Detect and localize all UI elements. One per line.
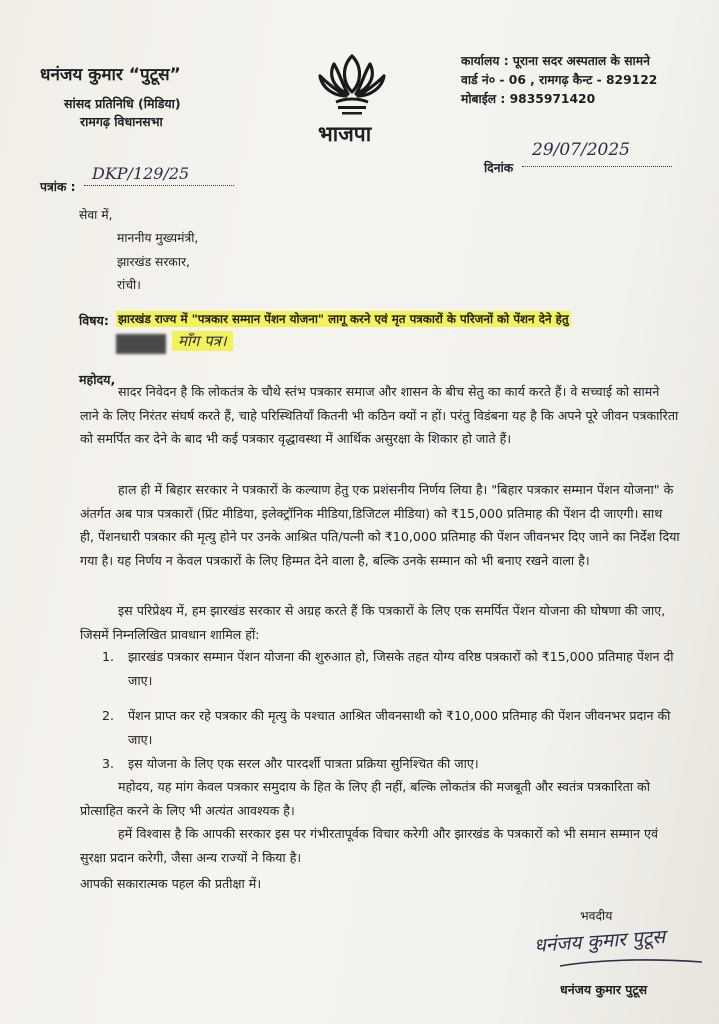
sender-constituency: रामगढ़ विधानसभा [80, 114, 163, 129]
addressee-line1: माननीय मुख्यमंत्री, [117, 231, 199, 245]
paragraph-5: हमें विश्वास है कि आपकी सरकार इस पर गंभीरतापूर्वक विचार करेगी और झारखंड के पत्रकारों को भी समान सम्मान एवं सुरक्षा प्रदान करेगी, जैसा अन्य राज्यों ने किया है। [80, 826, 658, 865]
greeting: महोदय, [79, 372, 116, 387]
salutation-seva-mein: सेवा में, [79, 208, 113, 222]
paragraph-2: हाल ही में बिहार सरकार ने पत्रकारों के कल्याण हेतु एक प्रशंसनीय निर्णय लिया है। "बिहार पत्रकार सम्मान पेंशन योजना" के अंतर्गत अब पात्र पत्रकारों (प्रिंट मीडिया, इलेक्ट्रॉनिक मीडिया,डिजिटल मीडिया) को ₹15,000 प्रतिमाह की पेंशन दी जाएगी। साथ ही, पेंशनधारी पत्रकार की मृत्यु होने पर उनके आश्रित पति/पत्नी को ₹10,000 प्रतिमाह की पेंशन जीवनभर दिए जाने का निर्देश दिया गया है। यह निर्णय न केवल पत्रकारों के लिए हिम्मत देने वाला है, बल्कि उनके सम्मान को भी बनाए रखने वाला है। [80, 482, 680, 568]
sender-name: धनंजय कुमार “पुटूस” [40, 65, 181, 85]
signature: धनंजय कुमार पुटूस [533, 925, 666, 957]
date-line [522, 140, 672, 167]
ref-value: DKP/129/25 [92, 164, 190, 183]
date-label: दिनांक [484, 161, 514, 175]
date-value: 29/07/2025 [532, 140, 630, 160]
subject-label: विषय: [79, 313, 109, 328]
party-name: भाजपा [318, 122, 372, 146]
subject-text [116, 311, 571, 327]
subject-handwritten: माँग पत्र। [172, 331, 233, 351]
office-address-line1: कार्यालय : पूराना सदर अस्पताल के सामने [461, 54, 650, 68]
office-address-line2: वार्ड नं० - 06 , रामगढ़ कैन्ट - 829122 [461, 73, 658, 87]
subject-highlight: झारखंड राज्य में "पत्रकार सम्मान पेंशन योजना" लागू करने एवं मृत पत्रकारों के परिजनों को पेंशन देने हेतु [118, 312, 569, 326]
sender-designation: सांसद प्रतिनिधि (मिडिया) [64, 96, 181, 111]
paragraph-4: महोदय, यह मांग केवल पत्रकार समुदाय के हित के लिए ही नहीं, बल्कि लोकतंत्र की मजबूती और स्वतंत्र पत्रकारिता को प्रोत्साहित करने के लिए भी अत्यंत आवश्यक है। [80, 779, 650, 818]
letter-page: धनंजय कुमार “पुटूस” सांसद प्रतिनिधि (मिडिया) रामगढ़ विधानसभा भाजपा कार्यालय : पूराना सदर अस्पताल के सामने वार्ड नं० - 06 , रामगढ़ कैन्ट - 829122 मोबाईल : 9835971420 पत्रांक : DKP/129/25 दिनांक 29/07/2025 सेवा में, माननीय मुख्यमंत्री, झारखंड सरकार, रांची। विषय: झारखंड राज्य में "पत्रकार सम्मान पेंशन योजना" लागू करने एवं मृत पत्रकारों के परिजनों को पेंशन देने हेतु माँग पत्र। महोदय, सादर निवेदन है कि लोकतंत्र के चौथे स्तंभ पत्रकार समाज और शासन के बीच सेतु का कार्य करते हैं। वे सच्चाई को सामने लाने के लिए निरंतर संघर्ष करते हैं, चाहे परिस्थितियाँ कितनी भी कठिन क्यों न हों। परंतु विडंबना यह है कि अपने पूरे जीवन पत्रकारिता को समर्पित कर देने के बाद भी कई पत्रकार वृद्धावस्था में आर्थिक असुरक्षा के शिकार हो जाते हैं। हाल ही में बिहार सरकार ने पत्रकारों के कल्याण हेतु एक प्रशंसनीय निर्णय लिया है। "बिहार पत्रकार सम्मान पेंशन योजना" के अंतर्गत अब पात्र पत्रकारों (प्रिंट मीडिया, इलेक्ट्रॉनिक मीडिया,डिजिटल मीडिया) को ₹15,000 प्रतिमाह की पेंशन दी जाएगी। साथ ही, पेंशनधारी पत्रकार की मृत्यु होने पर उनके आश्रित पति/पत्नी को ₹10,000 प्रतिमाह की पेंशन जीवनभर दिए जाने का निर्देश दिया गया है। यह निर्णय न केवल पत्रकारों के लिए हिम्मत देने वाला है, बल्कि उनके सम्मान को भी बनाए रखने वाला है। इस परिप्रेक्ष्य में, हम झारखंड सरकार से अग्रह करते हैं कि पत्रकारों के लिए एक समर्पित पेंशन योजना की घोषणा की जाए, जिसमें निम्नलिखित प्रावधान शामिल हों: 1. झारखंड पत्रकार सम्मान पेंशन योजना की शुरुआत हो, जिसके तहत योग्य वरिष्ठ पत्रकारों को ₹15,000 प्रतिमाह पेंशन दी जाए। 2. पेंशन प्राप्त कर रहे पत्रकार की मृत्यु के पश्चात आश्रित जीवनसाथी को ₹10,000 प्रतिमाह की पेंशन जीवनभर प्रदान की जाए। 3. इस योजना के लिए एक सरल और पारदर्शी पात्रता प्रक्रिया सुनिश्चित की जाए। महोदय, यह मांग केवल पत्रकार समुदाय के हित के लिए ही नहीं, बल्कि लोकतंत्र की मजबूती और स्वतंत्र पत्रकारिता को प्रोत्साहित करने के लिए भी अत्यंत आवश्यक है। हमें विश्वास है कि आपकी सरकार इस पर गंभीरतापूर्वक विचार करेगी और झारखंड के पत्रकारों को भी समान सम्मान एवं सुरक्षा प्रदान करेगी, जैसा अन्य राज्यों ने किया है। आपकी सकारात्मक पहल की प्रतीक्षा में। भवदीय धनंजय कुमार पुटूस धनंजय कुमार पुटूस [0, 0, 719, 1024]
ref-label: पत्रांक : [40, 180, 76, 194]
closing-note: आपकी सकारात्मक पहल की प्रतीक्षा में। [80, 876, 262, 891]
paragraph-1: सादर निवेदन है कि लोकतंत्र के चौथे स्तंभ पत्रकार समाज और शासन के बीच सेतु का कार्य करते हैं। वे सच्चाई को सामने लाने के लिए निरंतर संघर्ष करते हैं, चाहे परिस्थितियाँ कितनी भी कठिन क्यों न हों। परंतु विडंबना यह है कि अपने पूरे जीवन पत्रकारिता को समर्पित कर देने के बाद भी कई पत्रकार वृद्धावस्था में आर्थिक असुरक्षा के शिकार हो जाते हैं। [80, 384, 679, 446]
signature-underline [556, 956, 706, 970]
addressee-line3: रांची। [117, 278, 141, 292]
paragraph-3: इस परिप्रेक्ष्य में, हम झारखंड सरकार से अग्रह करते हैं कि पत्रकारों के लिए एक समर्पित पेंशन योजना की घोषणा की जाए, जिसमें निम्नलिखित प्रावधान शामिल हों: [80, 603, 666, 642]
ref-line [84, 164, 234, 186]
addressee-line2: झारखंड सरकार, [117, 255, 190, 269]
mobile-number: मोबाईल : 9835971420 [461, 92, 596, 106]
sender-signature-name: धनंजय कुमार पुटूस [560, 982, 648, 997]
redaction-mark [116, 334, 166, 354]
regards: भवदीय [580, 909, 613, 923]
lotus-icon [312, 48, 392, 118]
